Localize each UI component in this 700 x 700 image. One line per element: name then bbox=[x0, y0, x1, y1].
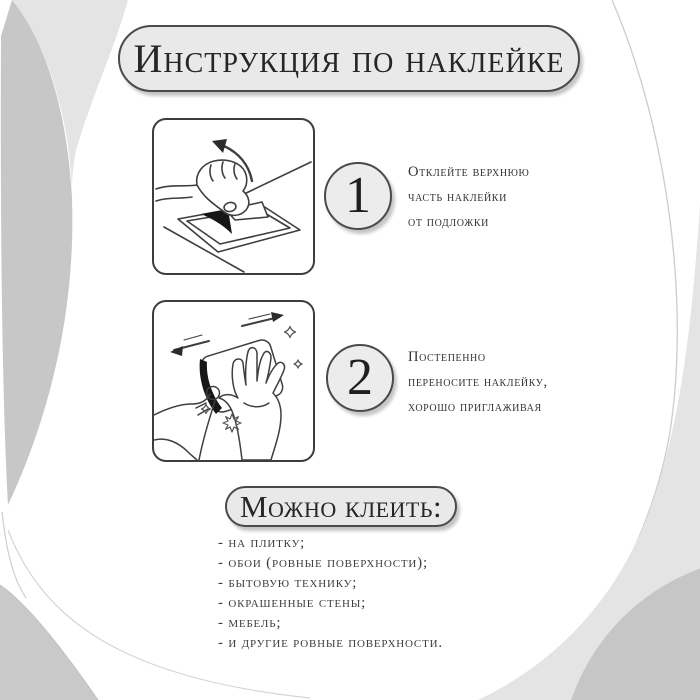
smooth-sticker-illustration bbox=[154, 302, 313, 460]
step1-text bbox=[408, 160, 608, 235]
step2-line2: переносите наклейку, bbox=[408, 374, 548, 390]
step2-illustration bbox=[152, 300, 315, 462]
step2-number: 2 bbox=[347, 349, 373, 406]
arrow-left-icon bbox=[170, 335, 209, 356]
title-banner bbox=[118, 25, 580, 92]
bottom-left-gray-wedge bbox=[0, 585, 98, 700]
step2-text bbox=[408, 345, 608, 420]
peel-sticker-illustration bbox=[154, 120, 313, 273]
step1-line1: Отклейте верхнюю bbox=[408, 164, 530, 180]
step2-line1: Постепенно bbox=[408, 349, 486, 365]
step2-line3: хорошо приглаживая bbox=[408, 399, 542, 415]
step1-line2: часть наклейки bbox=[408, 189, 507, 205]
can-apply-list bbox=[218, 533, 498, 653]
list-item: - обои (ровные поверхности); bbox=[218, 555, 428, 571]
can-apply-heading: Можно клеить: bbox=[239, 488, 443, 524]
bottom-left-curve-line-short bbox=[2, 512, 26, 598]
list-item: - и другие ровные поверхности. bbox=[218, 635, 443, 651]
list-item: - бытовую технику; bbox=[218, 575, 358, 591]
hand-graphic bbox=[156, 160, 249, 215]
list-item: - мебель; bbox=[218, 615, 282, 631]
arrow-right-icon bbox=[242, 312, 284, 326]
step1-number: 1 bbox=[345, 167, 371, 224]
page-title: Инструкция по наклейке bbox=[133, 36, 565, 81]
step1-line3: от подложки bbox=[408, 214, 489, 230]
step2-number-badge bbox=[326, 344, 394, 412]
list-item: - окрашенные стены; bbox=[218, 595, 367, 611]
right-hand-graphic bbox=[219, 348, 284, 460]
list-item: - на плитку; bbox=[218, 535, 306, 551]
can-apply-banner bbox=[225, 486, 457, 527]
step1-number-badge bbox=[324, 162, 392, 230]
step1-illustration bbox=[152, 118, 315, 275]
